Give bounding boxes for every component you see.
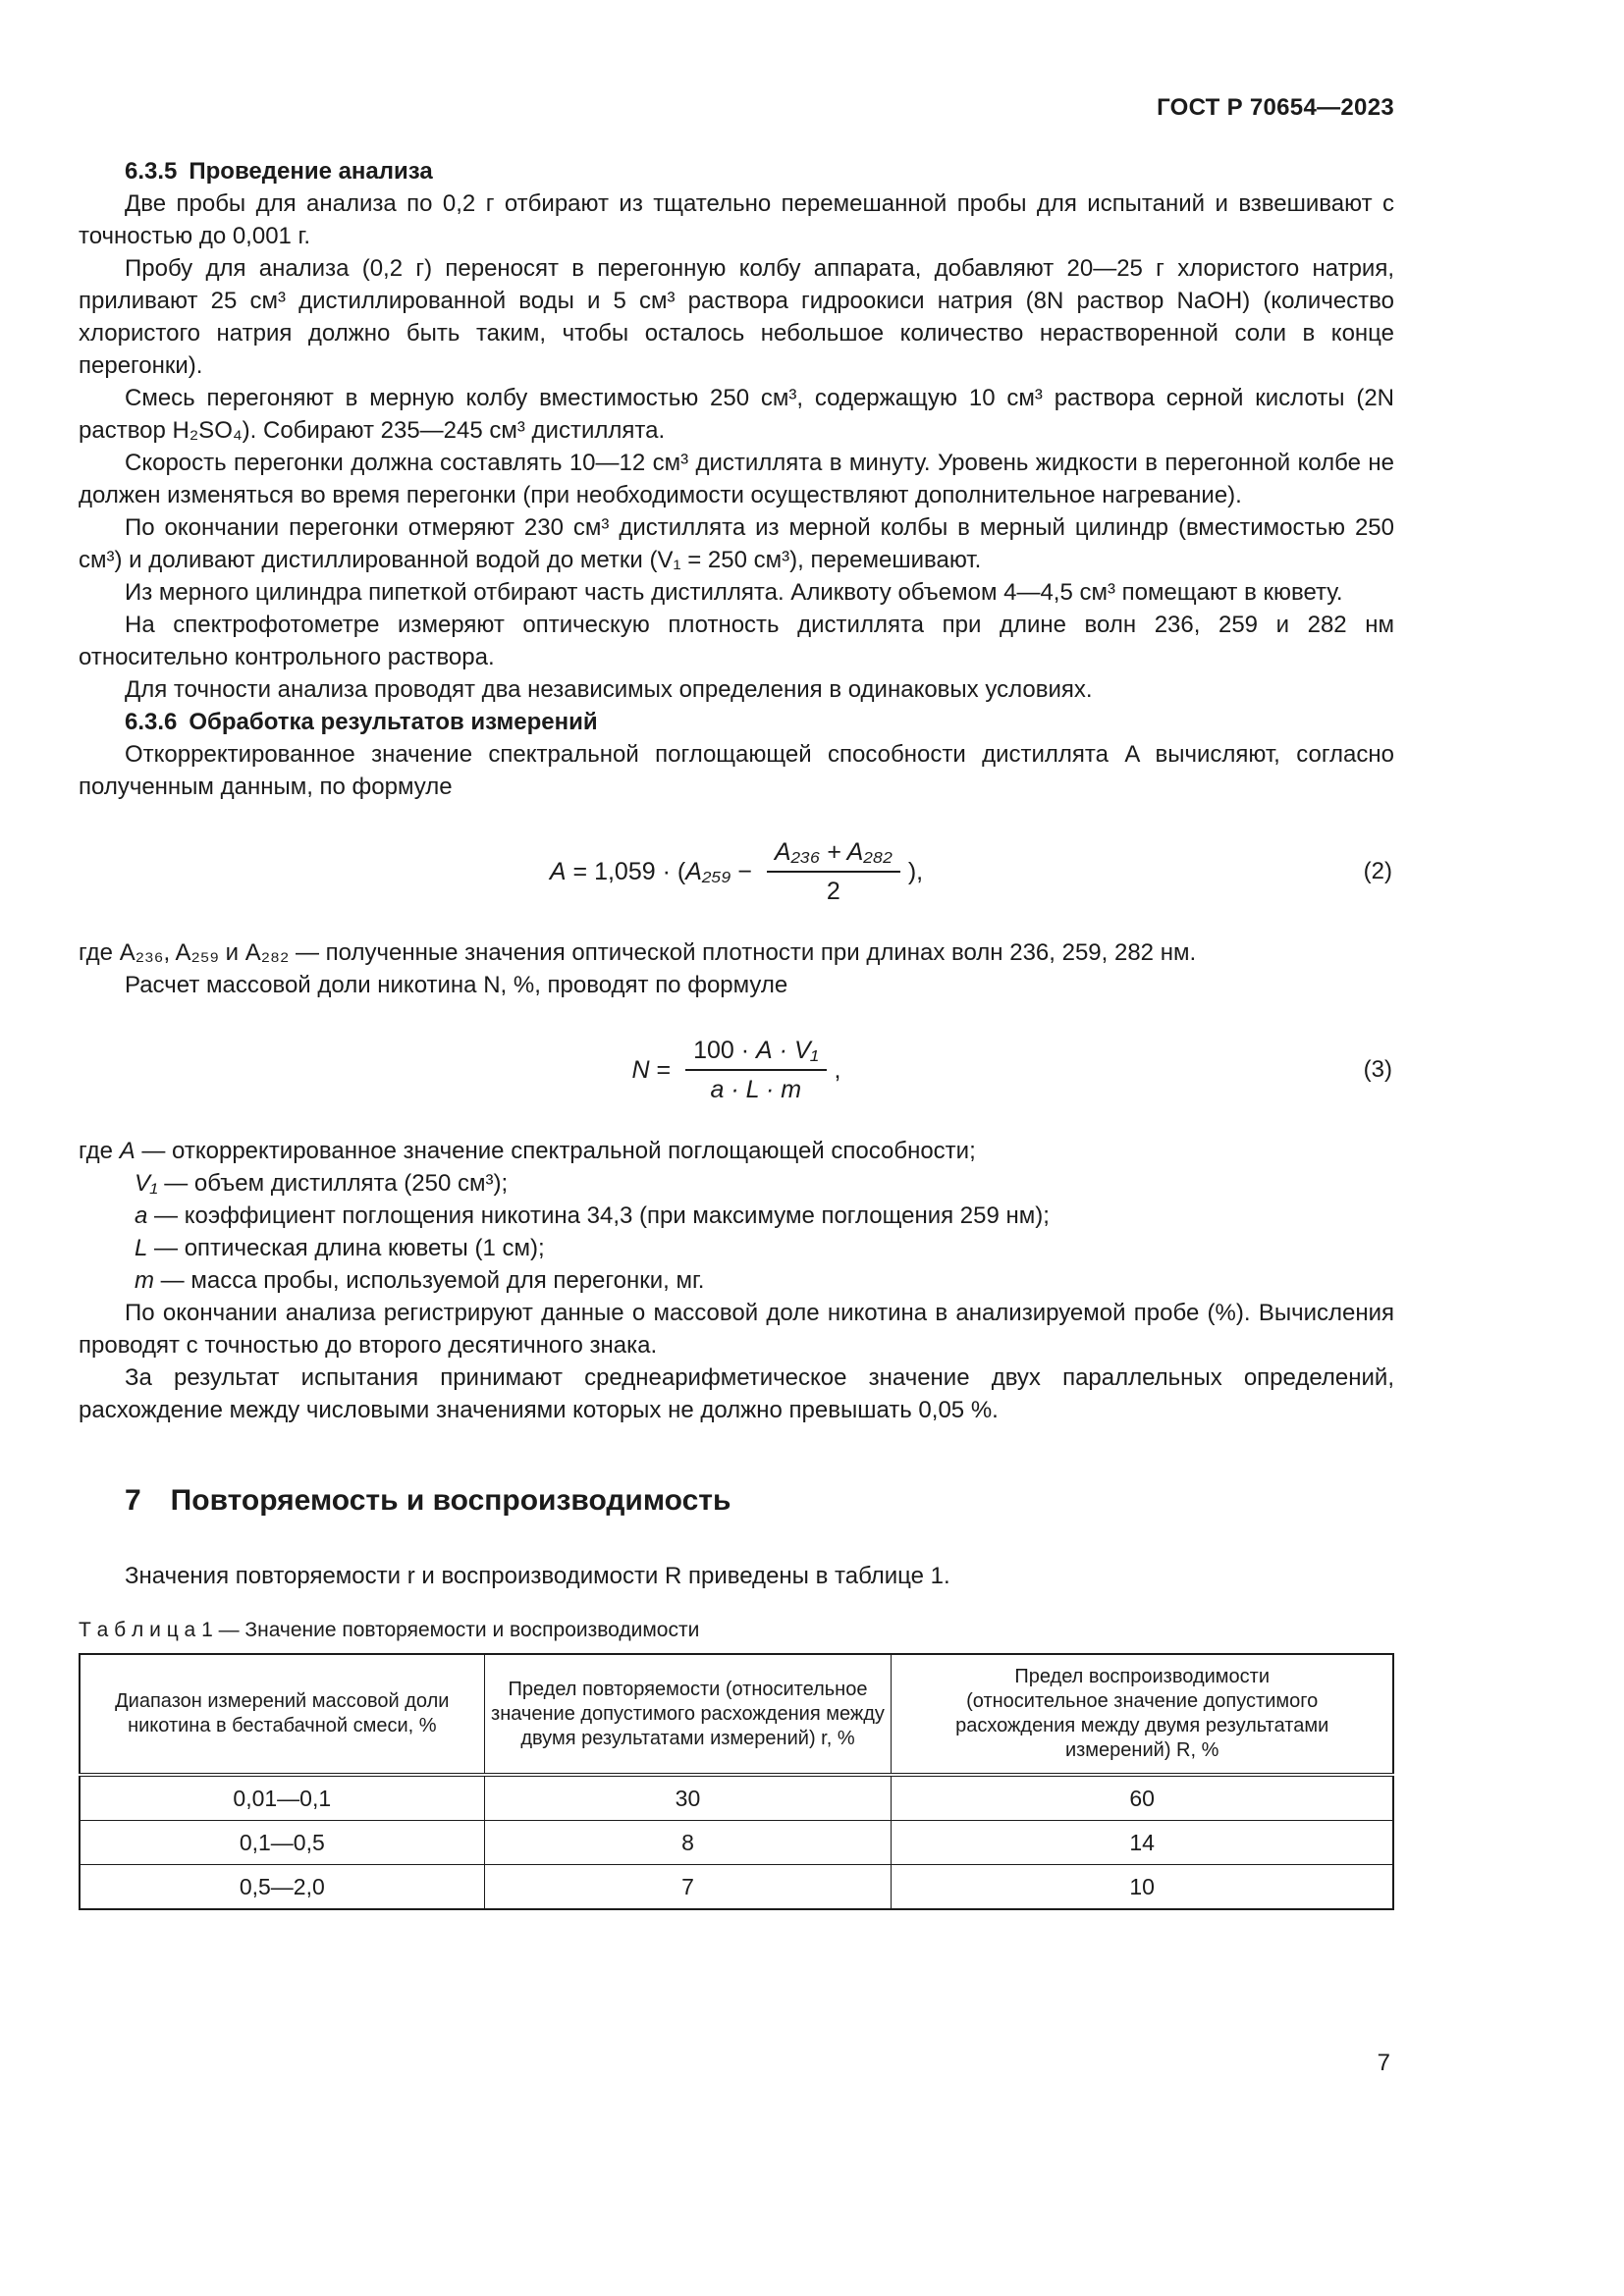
formula-variable: A <box>549 857 567 885</box>
table-cell-R: 60 <box>892 1775 1393 1821</box>
equation-number-2: (2) <box>1363 858 1392 884</box>
table-cell-r: 30 <box>484 1775 892 1821</box>
paragraph-sample-weighing: Две пробы для анализа по 0,2 г отбирают из тщательно перемешанной пробы для испытаний и взвешивают с точностью до 0,001 г. <box>79 190 1394 249</box>
paragraph-spectrophotometer-measurement: На спектрофотометре измеряют оптическую плотность дистиллята при длине волн 236, 259 и 282 нм относительно контрольного раствора. <box>79 612 1394 670</box>
paragraph-formula-3-intro: Расчет массовой доли никотина N, %, проводят по формуле <box>125 972 788 998</box>
formula-variable: N <box>631 1055 650 1084</box>
definition-text: — откорректированное значение спектральной поглощающей способности; <box>141 1138 976 1164</box>
formula-operator: = 1,059 · ( <box>566 857 686 885</box>
formula-variable: A₂₅₉ <box>685 857 731 885</box>
heading-6-3-6: 6.3.6 Обработка результатов измерений <box>125 709 598 735</box>
table-header-row <box>80 1654 1393 1775</box>
table-cell-range: 0,1—0,5 <box>80 1821 484 1865</box>
paragraph-formula-2-intro: Откорректированное значение спектральной поглощающей способности дистиллята A вычисляют, согласно полученным данным, по формуле <box>79 741 1394 800</box>
formula-operator: − <box>731 857 759 885</box>
fraction-numerator <box>685 1036 826 1071</box>
table-row <box>80 1775 1393 1821</box>
table-cell-r: 7 <box>484 1865 892 1910</box>
table-cell-R: 14 <box>892 1821 1393 1865</box>
table-cell-range: 0,5—2,0 <box>80 1865 484 1910</box>
fraction-coefficient: 100 · <box>693 1037 757 1064</box>
fraction-numerator: A₂₃₆ + A₂₈₂ <box>767 837 900 873</box>
repeatability-reproducibility-table <box>79 1653 1394 1910</box>
definition-term: L <box>135 1235 148 1261</box>
fraction <box>685 1036 826 1104</box>
definition-a-coefficient <box>79 1200 1394 1232</box>
paragraph-aliquot: Из мерного цилиндра пипеткой отбирают часть дистиллята. Аликвоту объемом 4—4,5 см³ помещают в кювету. <box>125 579 1343 606</box>
table-cell-range: 0,01—0,1 <box>80 1775 484 1821</box>
table-caption: Т а б л и ц а 1 — Значение повторяемости и воспроизводимости <box>79 1619 700 1641</box>
definition-term: A <box>119 1138 135 1164</box>
heading-6-3-5: 6.3.5 Проведение анализа <box>125 158 433 185</box>
table-row <box>80 1865 1393 1910</box>
definition-term: V₁ <box>135 1170 158 1197</box>
table-cell-R: 10 <box>892 1865 1393 1910</box>
formula-operator: = <box>649 1055 678 1084</box>
page-content <box>79 155 1394 1910</box>
paragraph-result-recording: По окончании анализа регистрируют данные о массовой доле никотина в анализируемой пробе (%). Вычисления проводят с точностью до второго десятичного знака. <box>79 1300 1394 1359</box>
paragraph-two-determinations: Для точности анализа проводят два независимых определения в одинаковых условиях. <box>125 676 1093 703</box>
column-header-nicotine-range: Диапазон измерений массовой доли никотина в бестабачной смеси, % <box>80 1654 484 1775</box>
paragraph-distillation-rate: Скорость перегонки должна составлять 10—12 см³ дистиллята в минуту. Уровень жидкости в перегонной колбе не должен изменяться во время перегонки (при необходимости осуществляют дополнительное нагревание). <box>79 450 1394 508</box>
formula-3-definitions <box>79 1135 1394 1297</box>
table-cell-r: 8 <box>484 1821 892 1865</box>
page-number: 7 <box>1377 2050 1390 2076</box>
table-row <box>80 1821 1393 1865</box>
where-prefix: где <box>79 1138 114 1164</box>
paragraph-receiving-flask: Смесь перегоняют в мерную колбу вместимостью 250 см³, содержащую 10 см³ раствора серной кислоты (2N раствор H₂SO₄). Собирают 235—245 см³ дистиллята. <box>79 385 1394 444</box>
formula-3-expression <box>632 1036 841 1104</box>
column-header-repeatability-limit: Предел повторяемости (относительное значение допустимого расхождения между двумя результатами измерений) r, % <box>484 1654 892 1775</box>
definition-text: — оптическая длина кюветы (1 см); <box>154 1235 545 1261</box>
paragraph-result-average: За результат испытания принимают среднеарифметическое значение двух параллельных определений, расхождение между числовыми значениями которых не должно превышать 0,05 %. <box>79 1364 1394 1423</box>
heading-section-7: 7 Повторяемость и воспроизводимость <box>125 1484 731 1517</box>
doc-number: ГОСТ Р 70654—2023 <box>1157 94 1394 121</box>
definition-a <box>79 1135 1394 1167</box>
paragraph-distillation-flask: Пробу для анализа (0,2 г) переносят в перегонную колбу аппарата, добавляют 20—25 г хлористого натрия, приливают 25 см³ дистиллированной воды и 5 см³ раствора гидроокиси натрия (8N раствор NaOH) (количество хлористого натрия должно быть таким, чтобы осталось небольшое количество нерастворенной соли в конце перегонки). <box>79 255 1394 379</box>
definition-v1 <box>79 1167 1394 1200</box>
definition-m <box>79 1264 1394 1297</box>
formula-tail: ), <box>907 857 924 885</box>
definition-text: — объем дистиллята (250 см³); <box>164 1170 509 1197</box>
formula-2 <box>79 827 1394 917</box>
definition-text: — коэффициент поглощения никотина 34,3 (при максимуме поглощения 259 нм); <box>154 1202 1050 1229</box>
definition-l <box>79 1232 1394 1264</box>
definition-term: m <box>135 1267 154 1294</box>
formula-2-expression <box>550 837 923 906</box>
definition-text: — масса пробы, используемой для перегонки, мг. <box>160 1267 705 1294</box>
fraction-denominator: 2 <box>826 878 840 905</box>
fraction-variables: A · V₁ <box>756 1037 819 1064</box>
fraction <box>767 837 900 906</box>
column-header-reproducibility-limit: Предел воспроизводимости (относительное значение допустимого расхождения между двумя результатами измерений) R, % <box>892 1654 1393 1775</box>
formula-tail: , <box>834 1055 841 1084</box>
paragraph-table-intro: Значения повторяемости r и воспроизводимости R приведены в таблице 1. <box>125 1563 950 1589</box>
formula-3 <box>79 1025 1394 1115</box>
equation-number-3: (3) <box>1363 1056 1392 1083</box>
fraction-denominator: a · L · m <box>710 1076 802 1103</box>
paragraph-volume-adjustment: По окончании перегонки отмеряют 230 см³ дистиллята из мерной колбы в мерный цилиндр (вместимостью 250 см³) и доливают дистиллированной водой до метки (V₁ = 250 см³), перемешивают. <box>79 514 1394 573</box>
definition-term: a <box>135 1202 148 1229</box>
paragraph-where-formula-2: где A₂₃₆, A₂₅₉ и A₂₈₂ — полученные значения оптической плотности при длинах волн 236, 259, 282 нм. <box>79 939 1197 966</box>
